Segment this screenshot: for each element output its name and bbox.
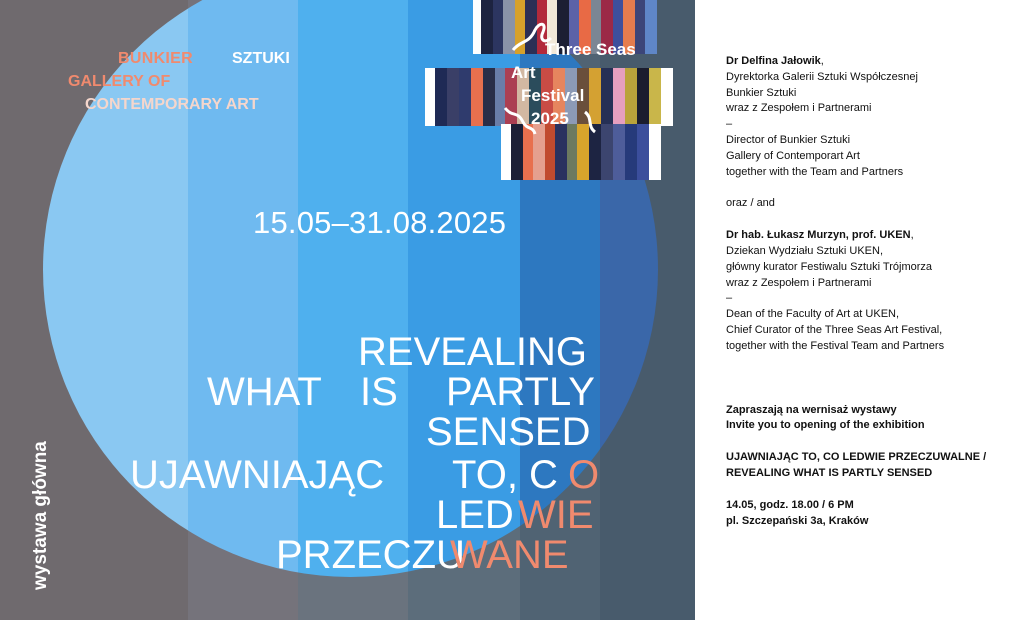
gallery-subtitle-line1: GALLERY OF [68, 73, 171, 90]
host2-name: Dr hab. Łukasz Murzyn, prof. UKEN [726, 229, 911, 242]
title-en-partly: PARTLY [446, 370, 595, 414]
host1-line: – [726, 118, 733, 131]
invitation-pl: Zapraszają na wernisaż wystawy [726, 403, 897, 416]
invitation-text: Dr Delfina Jałowik, Dyrektorka Galerii Sztuki Współczesnej Bunkier Sztuki wraz z Zespołem i Partnerami – Director of Bunkier Sztuki Gallery of Contemporart Art together with the Team and Partners oraz / and Dr hab. Łukasz Murzyn, prof. UKEN, Dziekan Wydziału Sztuki UKEN, główny kurator Festiwalu Sztuki Trójmorza wraz z Zespołem i Partnerami – Dean of the Faculty of Art at UKEN, Chief Curator of the Three Seas Art Festival, together with the Festival Team and Partners Zapraszają na wernisaż wystawy Invite you to opening of the exhibition UJAWNIAJĄC TO, CO LEDWIE PRZECZUWALNE / REVEALING WHAT IS PARTLY SENSED 14.05, godz. 18.00 / 6 PM pl. Szczepański 3a, Kraków [726, 54, 1016, 529]
host2-line: Dziekan Wydziału Sztuki UKEN, [726, 244, 884, 257]
host2-line: wraz z Zespołem i Partnerami [726, 276, 872, 289]
host1-line: Director of Bunkier Sztuki [726, 133, 851, 146]
host2-line: – [726, 292, 733, 305]
logo-text-line4: 2025 [531, 109, 569, 128]
opening-time: 14.05, godz. 18.00 / 6 PM [726, 498, 854, 511]
title-en-revealing: REVEALING [358, 330, 587, 374]
title-en-what: WHAT [207, 370, 322, 414]
title-pl-led: LED [436, 493, 514, 537]
gallery-name-bunkier: BUNKIER [118, 50, 193, 67]
gallery-subtitle-line2: CONTEMPORARY ART [85, 96, 259, 113]
host2-line: główny kurator Festiwalu Sztuki Trójmorza [726, 260, 933, 273]
host1-line: Dyrektorka Galerii Sztuki Współczesnej [726, 70, 918, 83]
logo-text-line1: Three Seas [545, 40, 636, 59]
title-pl-przeczu: PRZECZU [276, 533, 465, 577]
title-pl-wane: WANE [450, 533, 569, 577]
host2-line: Dean of the Faculty of Art at UKEN, [726, 308, 900, 321]
exhibition-title-line2: REVEALING WHAT IS PARTLY SENSED [726, 466, 933, 479]
title-en-is: IS [360, 370, 398, 414]
title-pl-to-c: TO, C [452, 453, 558, 497]
host1-name: Dr Delfina Jałowik [726, 55, 821, 67]
host2-line: together with the Festival Team and Partners [726, 339, 945, 352]
host1-line: together with the Team and Partners [726, 165, 904, 178]
title-pl-o: O [568, 453, 600, 497]
three-seas-festival-logo [425, 0, 695, 182]
category-label: wystawa główna [30, 441, 51, 590]
exhibition-title-line1: UJAWNIAJĄC TO, CO LEDWIE PRZECZUWALNE / [726, 451, 987, 464]
gallery-name-sztuki: SZTUKI [232, 50, 290, 67]
logo-text-line3: Festival [521, 86, 585, 105]
exhibition-dates: 15.05–31.08.2025 [253, 205, 507, 240]
title-pl-wie: WIE [518, 493, 594, 537]
host1-line: Bunkier Sztuki [726, 86, 797, 99]
host2-line: Chief Curator of the Three Seas Art Festival, [726, 323, 943, 336]
host1-line: Gallery of Contemporart Art [726, 149, 860, 162]
logo-text-line2: Art [511, 63, 536, 82]
title-pl-ujawniajac: UJAWNIAJĄC [130, 453, 385, 497]
opening-address: pl. Szczepański 3a, Kraków [726, 514, 869, 527]
and-text: oraz / and [726, 197, 775, 210]
host1-line: wraz z Zespołem i Partnerami [726, 102, 872, 115]
invitation-en: Invite you to opening of the exhibition [726, 419, 925, 432]
title-en-sensed: SENSED [426, 410, 591, 454]
